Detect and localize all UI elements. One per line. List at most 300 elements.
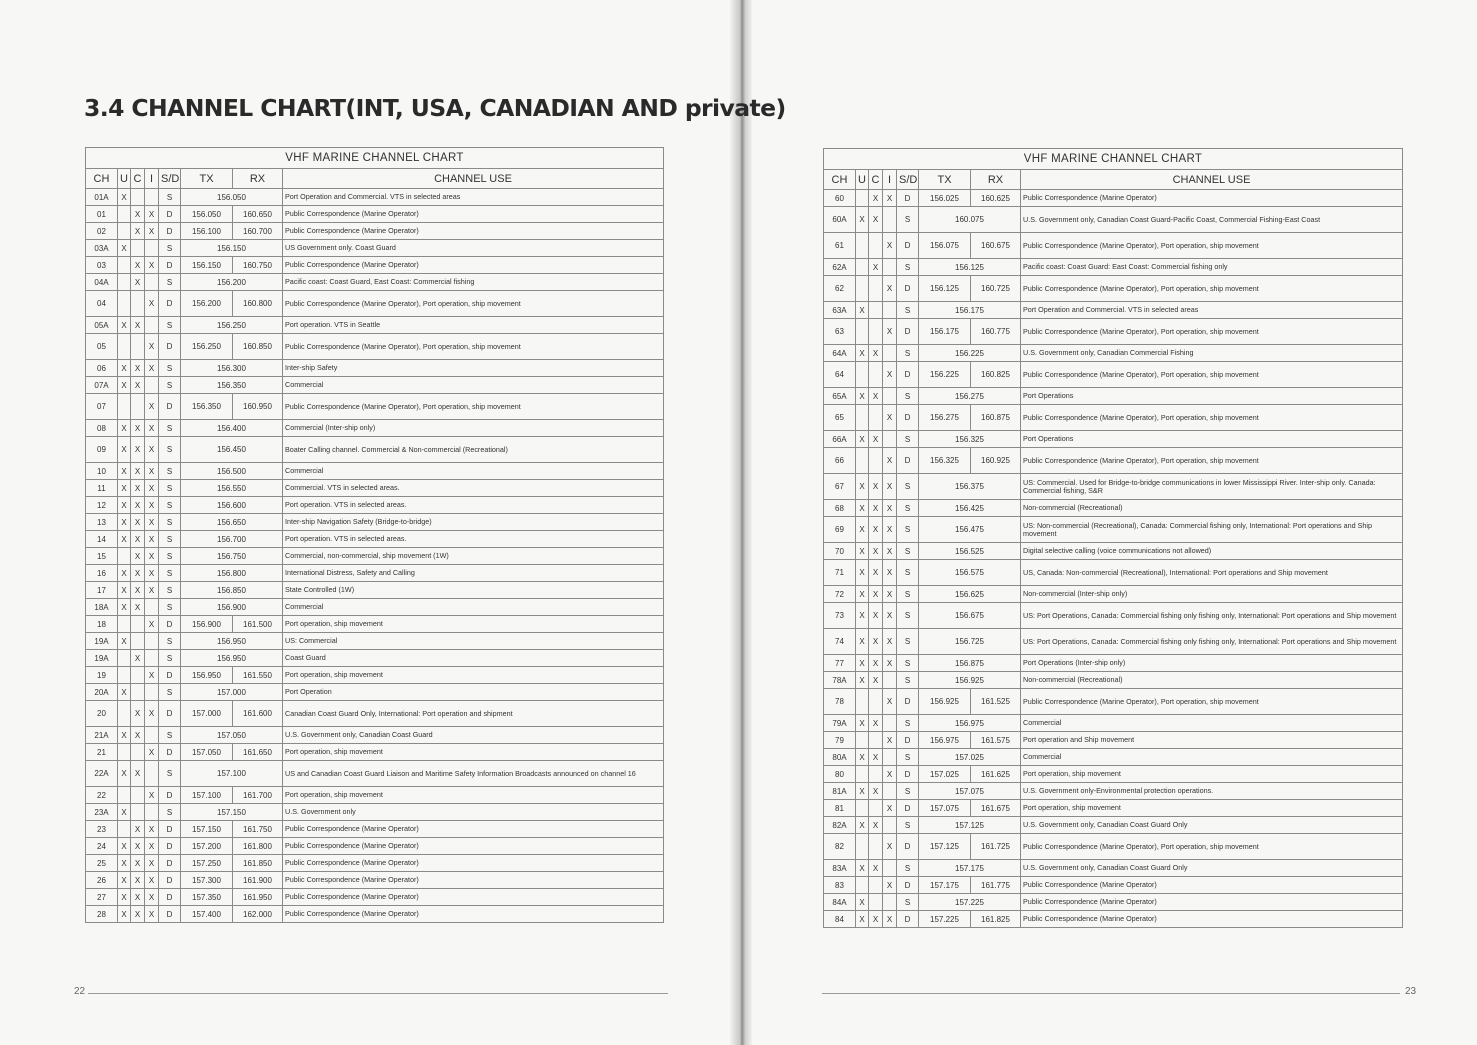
cell-channel: 25 [86, 855, 118, 872]
cell-usa: X [118, 420, 131, 437]
cell-simplex-duplex: D [159, 291, 181, 317]
cell-intl [145, 317, 159, 334]
cell-channel: 01A [86, 189, 118, 206]
cell-rx-frequency: 161.625 [971, 766, 1021, 783]
cell-channel-use: U.S. Government only, Canadian Coast Guard [283, 727, 664, 744]
cell-simplex-duplex: S [159, 360, 181, 377]
cell-simplex-duplex: S [159, 548, 181, 565]
table-row [824, 715, 1403, 732]
cell-simplex-frequency: 157.125 [919, 817, 1021, 834]
cell-channel-use: Non-commercial (Recreational) [1021, 500, 1403, 517]
cell-rx-frequency: 160.650 [233, 206, 283, 223]
cell-channel-use: US: Port Operations, Canada: Commercial fishing only fishing only, International: Port operations and Ship movement [1021, 603, 1403, 629]
cell-channel-use: Port operation. VTS in selected areas. [283, 497, 664, 514]
cell-simplex-duplex: S [897, 543, 919, 560]
cell-intl [883, 715, 897, 732]
cell-intl [145, 377, 159, 394]
cell-channel: 17 [86, 582, 118, 599]
cell-tx-frequency: 156.250 [181, 334, 233, 360]
cell-usa [118, 274, 131, 291]
cell-intl [883, 749, 897, 766]
cell-usa: X [856, 672, 869, 689]
cell-channel-use: Port Operations [1021, 431, 1403, 448]
cell-channel: 80A [824, 749, 856, 766]
cell-intl: X [883, 560, 897, 586]
cell-simplex-frequency: 157.050 [181, 727, 283, 744]
cell-simplex-duplex: S [897, 672, 919, 689]
cell-canada: X [131, 497, 145, 514]
cell-usa: X [118, 463, 131, 480]
cell-canada: X [869, 560, 883, 586]
table-row [824, 500, 1403, 517]
cell-simplex-duplex: S [159, 497, 181, 514]
cell-simplex-frequency: 157.175 [919, 860, 1021, 877]
cell-canada: X [131, 872, 145, 889]
table-row [824, 894, 1403, 911]
cell-channel-use: Public Correspondence (Marine Operator) [1021, 894, 1403, 911]
cell-simplex-duplex: S [897, 517, 919, 543]
cell-intl: X [883, 448, 897, 474]
cell-canada [131, 394, 145, 420]
col-tx-header: TX [181, 169, 233, 189]
cell-channel-use: U.S. Government only, Canadian Coast Guard Only [1021, 860, 1403, 877]
cell-canada: X [131, 821, 145, 838]
table-row [86, 821, 664, 838]
cell-usa: X [856, 655, 869, 672]
table-row [824, 388, 1403, 405]
cell-rx-frequency: 161.900 [233, 872, 283, 889]
cell-channel: 05 [86, 334, 118, 360]
cell-tx-frequency: 157.200 [181, 838, 233, 855]
cell-canada: X [869, 629, 883, 655]
cell-usa: X [856, 860, 869, 877]
cell-simplex-frequency: 156.700 [181, 531, 283, 548]
cell-rx-frequency: 161.800 [233, 838, 283, 855]
cell-intl: X [145, 582, 159, 599]
cell-channel: 77 [824, 655, 856, 672]
cell-intl: X [145, 480, 159, 497]
cell-rx-frequency: 161.650 [233, 744, 283, 761]
cell-rx-frequency: 161.700 [233, 787, 283, 804]
cell-usa [856, 319, 869, 345]
table-row [824, 543, 1403, 560]
cell-intl [145, 633, 159, 650]
cell-canada: X [131, 548, 145, 565]
cell-channel: 19 [86, 667, 118, 684]
cell-usa [856, 834, 869, 860]
cell-intl: X [145, 787, 159, 804]
col-tx-header: TX [919, 170, 971, 190]
cell-channel: 71 [824, 560, 856, 586]
cell-channel: 20 [86, 701, 118, 727]
cell-rx-frequency: 161.525 [971, 689, 1021, 715]
cell-intl [883, 894, 897, 911]
table-row [86, 889, 664, 906]
cell-usa [856, 233, 869, 259]
cell-simplex-duplex: D [159, 667, 181, 684]
cell-usa [118, 667, 131, 684]
chart-heading: VHF MARINE CHANNEL CHART [824, 149, 1403, 170]
cell-simplex-duplex: S [159, 480, 181, 497]
cell-simplex-frequency: 156.250 [181, 317, 283, 334]
cell-channel: 82 [824, 834, 856, 860]
cell-usa: X [856, 302, 869, 319]
cell-simplex-duplex: S [897, 860, 919, 877]
cell-intl [145, 761, 159, 787]
cell-rx-frequency: 161.500 [233, 616, 283, 633]
cell-rx-frequency: 160.925 [971, 448, 1021, 474]
cell-usa: X [118, 565, 131, 582]
cell-canada [869, 362, 883, 388]
cell-intl: X [883, 800, 897, 817]
cell-intl: X [883, 474, 897, 500]
cell-channel: 64 [824, 362, 856, 388]
cell-channel: 15 [86, 548, 118, 565]
cell-tx-frequency: 157.075 [919, 800, 971, 817]
cell-canada: X [869, 655, 883, 672]
cell-intl: X [883, 500, 897, 517]
col-use-header: CHANNEL USE [283, 169, 664, 189]
cell-usa [118, 701, 131, 727]
cell-simplex-duplex: D [897, 190, 919, 207]
cell-simplex-duplex: D [159, 872, 181, 889]
cell-rx-frequency: 160.725 [971, 276, 1021, 302]
cell-simplex-duplex: S [897, 207, 919, 233]
cell-channel: 04A [86, 274, 118, 291]
cell-simplex-frequency: 156.450 [181, 437, 283, 463]
cell-tx-frequency: 156.125 [919, 276, 971, 302]
cell-simplex-duplex: D [159, 838, 181, 855]
cell-canada: X [869, 207, 883, 233]
cell-simplex-frequency: 156.225 [919, 345, 1021, 362]
cell-simplex-duplex: S [897, 894, 919, 911]
book-gutter [730, 0, 752, 1045]
cell-rx-frequency: 161.725 [971, 834, 1021, 860]
cell-canada [869, 766, 883, 783]
cell-simplex-frequency: 156.600 [181, 497, 283, 514]
cell-intl: X [883, 276, 897, 302]
cell-intl [883, 431, 897, 448]
cell-channel: 11 [86, 480, 118, 497]
cell-channel: 04 [86, 291, 118, 317]
cell-channel: 83A [824, 860, 856, 877]
cell-canada: X [131, 377, 145, 394]
cell-simplex-frequency: 156.150 [181, 240, 283, 257]
cell-usa: X [856, 629, 869, 655]
cell-canada: X [869, 860, 883, 877]
table-row [86, 394, 664, 420]
cell-channel-use: Port Operations (Inter-ship only) [1021, 655, 1403, 672]
cell-channel: 66 [824, 448, 856, 474]
cell-channel: 10 [86, 463, 118, 480]
cell-channel-use: Public Correspondence (Marine Operator), Port operation, ship movement [1021, 405, 1403, 431]
table-row [824, 603, 1403, 629]
cell-channel-use: Port Operations [1021, 388, 1403, 405]
cell-intl: X [883, 689, 897, 715]
cell-canada: X [131, 855, 145, 872]
cell-channel: 26 [86, 872, 118, 889]
cell-channel: 28 [86, 906, 118, 923]
cell-rx-frequency: 160.675 [971, 233, 1021, 259]
cell-channel: 69 [824, 517, 856, 543]
table-row [86, 206, 664, 223]
cell-usa: X [118, 599, 131, 616]
cell-usa: X [856, 586, 869, 603]
cell-simplex-frequency: 156.650 [181, 514, 283, 531]
table-row [86, 240, 664, 257]
cell-intl [145, 189, 159, 206]
cell-channel-use: Port operation, ship movement [283, 787, 664, 804]
cell-simplex-duplex: S [159, 274, 181, 291]
cell-simplex-duplex: S [159, 463, 181, 480]
table-row [86, 684, 664, 701]
cell-channel-use: Public Correspondence (Marine Operator), Port operation, ship movement [283, 394, 664, 420]
cell-intl [145, 804, 159, 821]
col-ch-header: CH [86, 169, 118, 189]
cell-simplex-duplex: D [159, 616, 181, 633]
cell-channel: 60 [824, 190, 856, 207]
cell-channel-use: Port Operation and Commercial. VTS in selected areas [1021, 302, 1403, 319]
cell-simplex-frequency: 156.875 [919, 655, 1021, 672]
cell-simplex-frequency: 156.950 [181, 633, 283, 650]
cell-tx-frequency: 157.150 [181, 821, 233, 838]
cell-channel-use: Port Operation and Commercial. VTS in selected areas [283, 189, 664, 206]
cell-usa: X [856, 517, 869, 543]
cell-simplex-duplex: S [159, 650, 181, 667]
cell-rx-frequency: 160.875 [971, 405, 1021, 431]
cell-channel-use: US Government only. Coast Guard [283, 240, 664, 257]
cell-channel: 81A [824, 783, 856, 800]
cell-channel-use: U.S. Government only [283, 804, 664, 821]
cell-intl: X [145, 206, 159, 223]
cell-usa: X [118, 514, 131, 531]
cell-usa [118, 616, 131, 633]
cell-channel: 09 [86, 437, 118, 463]
cell-canada [131, 744, 145, 761]
table-row [86, 514, 664, 531]
cell-usa: X [856, 715, 869, 732]
cell-rx-frequency: 160.800 [233, 291, 283, 317]
cell-channel-use: Public Correspondence (Marine Operator) [283, 906, 664, 923]
cell-canada: X [131, 838, 145, 855]
col-sd-header: S/D [897, 170, 919, 190]
table-row [86, 616, 664, 633]
right-channel-chart [823, 148, 1403, 928]
cell-channel: 84 [824, 911, 856, 928]
cell-simplex-duplex: D [159, 855, 181, 872]
cell-intl: X [145, 744, 159, 761]
cell-usa [856, 766, 869, 783]
cell-tx-frequency: 157.350 [181, 889, 233, 906]
cell-simplex-duplex: D [159, 889, 181, 906]
cell-simplex-frequency: 156.900 [181, 599, 283, 616]
cell-channel-use: Public Correspondence (Marine Operator) [1021, 877, 1403, 894]
cell-usa [856, 259, 869, 276]
cell-channel-use: Public Correspondence (Marine Operator), Port operation, ship movement [283, 291, 664, 317]
cell-usa: X [856, 894, 869, 911]
cell-channel-use: Pacific coast: Coast Guard: East Coast: Commercial fishing only [1021, 259, 1403, 276]
cell-channel: 07A [86, 377, 118, 394]
table-row [86, 855, 664, 872]
cell-usa: X [118, 761, 131, 787]
cell-simplex-duplex: S [159, 727, 181, 744]
cell-intl: X [883, 233, 897, 259]
cell-simplex-duplex: S [897, 302, 919, 319]
table-row [86, 761, 664, 787]
cell-tx-frequency: 156.075 [919, 233, 971, 259]
cell-simplex-frequency: 156.425 [919, 500, 1021, 517]
cell-intl: X [883, 543, 897, 560]
table-row [86, 650, 664, 667]
cell-channel-use: Port operation, ship movement [283, 744, 664, 761]
cell-channel: 20A [86, 684, 118, 701]
cell-intl: X [145, 565, 159, 582]
cell-channel: 23A [86, 804, 118, 821]
col-rx-header: RX [233, 169, 283, 189]
cell-simplex-duplex: D [897, 877, 919, 894]
cell-simplex-frequency: 157.225 [919, 894, 1021, 911]
left-channel-chart [85, 147, 664, 923]
cell-usa [856, 732, 869, 749]
cell-channel-use: Public Correspondence (Marine Operator) [283, 872, 664, 889]
cell-simplex-frequency: 157.000 [181, 684, 283, 701]
cell-canada: X [869, 817, 883, 834]
cell-usa: X [118, 633, 131, 650]
col-sd-header: S/D [159, 169, 181, 189]
cell-simplex-frequency: 156.175 [919, 302, 1021, 319]
cell-simplex-duplex: D [897, 800, 919, 817]
table-row [824, 766, 1403, 783]
cell-simplex-duplex: D [897, 233, 919, 259]
cell-simplex-frequency: 156.350 [181, 377, 283, 394]
cell-simplex-duplex: S [897, 655, 919, 672]
cell-intl: X [145, 531, 159, 548]
cell-usa [856, 276, 869, 302]
table-row [86, 582, 664, 599]
cell-usa [118, 334, 131, 360]
cell-canada: X [131, 223, 145, 240]
table-row [824, 302, 1403, 319]
cell-canada: X [869, 190, 883, 207]
cell-channel: 73 [824, 603, 856, 629]
cell-usa: X [118, 906, 131, 923]
cell-simplex-duplex: S [159, 761, 181, 787]
cell-usa: X [118, 872, 131, 889]
cell-simplex-duplex: S [897, 259, 919, 276]
cell-canada: X [131, 360, 145, 377]
cell-usa: X [118, 889, 131, 906]
table-row [86, 906, 664, 923]
cell-tx-frequency: 157.225 [919, 911, 971, 928]
cell-simplex-duplex: D [159, 206, 181, 223]
cell-usa: X [118, 804, 131, 821]
table-row [824, 517, 1403, 543]
cell-usa: X [856, 500, 869, 517]
footer-rule-right [822, 993, 1400, 994]
cell-channel-use: Port Operation [283, 684, 664, 701]
cell-simplex-frequency: 156.300 [181, 360, 283, 377]
cell-simplex-frequency: 160.075 [919, 207, 1021, 233]
cell-channel-use: Commercial (Inter-ship only) [283, 420, 664, 437]
cell-simplex-duplex: D [159, 906, 181, 923]
cell-tx-frequency: 156.900 [181, 616, 233, 633]
cell-channel-use: Commercial [283, 599, 664, 616]
cell-usa: X [856, 817, 869, 834]
cell-usa: X [856, 543, 869, 560]
cell-simplex-frequency: 156.475 [919, 517, 1021, 543]
cell-intl: X [145, 701, 159, 727]
cell-channel-use: Public Correspondence (Marine Operator) [283, 889, 664, 906]
cell-simplex-duplex: S [159, 531, 181, 548]
cell-canada: X [131, 889, 145, 906]
table-row [86, 377, 664, 394]
cell-canada: X [869, 672, 883, 689]
cell-intl: X [145, 889, 159, 906]
cell-channel-use: Commercial. VTS in selected areas. [283, 480, 664, 497]
cell-channel: 13 [86, 514, 118, 531]
cell-simplex-frequency: 156.125 [919, 259, 1021, 276]
cell-canada: X [131, 531, 145, 548]
cell-intl: X [145, 616, 159, 633]
cell-channel: 02 [86, 223, 118, 240]
cell-channel-use: Coast Guard [283, 650, 664, 667]
cell-simplex-duplex: S [159, 804, 181, 821]
cell-channel: 18 [86, 616, 118, 633]
table-row [86, 531, 664, 548]
cell-intl: X [145, 437, 159, 463]
cell-simplex-duplex: D [159, 787, 181, 804]
cell-channel-use: Public Correspondence (Marine Operator) [1021, 190, 1403, 207]
cell-channel-use: Port operation, ship movement [283, 667, 664, 684]
table-row [86, 804, 664, 821]
cell-canada: X [869, 543, 883, 560]
cell-rx-frequency: 160.950 [233, 394, 283, 420]
cell-intl: X [883, 586, 897, 603]
page-number-left: 22 [74, 986, 86, 997]
cell-canada [869, 302, 883, 319]
cell-intl: X [883, 766, 897, 783]
cell-usa [118, 548, 131, 565]
cell-simplex-duplex: S [159, 240, 181, 257]
cell-intl: X [145, 420, 159, 437]
cell-canada: X [131, 599, 145, 616]
table-row [824, 911, 1403, 928]
cell-channel: 14 [86, 531, 118, 548]
col-u-header: U [118, 169, 131, 189]
cell-channel-use: Port operation. VTS in Seattle [283, 317, 664, 334]
table-row [86, 223, 664, 240]
cell-simplex-duplex: S [897, 586, 919, 603]
cell-usa [118, 787, 131, 804]
table-row [86, 334, 664, 360]
cell-channel-use: International Distress, Safety and Calling [283, 565, 664, 582]
cell-intl: X [145, 872, 159, 889]
page-number-right: 23 [1405, 986, 1417, 997]
cell-channel-use: Public Correspondence (Marine Operator), Port operation, ship movement [1021, 689, 1403, 715]
cell-simplex-duplex: S [897, 629, 919, 655]
cell-simplex-duplex: D [159, 223, 181, 240]
cell-channel-use: Pacific coast: Coast Guard, East Coast: Commercial fishing [283, 274, 664, 291]
cell-channel: 74 [824, 629, 856, 655]
cell-channel: 65 [824, 405, 856, 431]
table-row [824, 431, 1403, 448]
cell-simplex-frequency: 156.275 [919, 388, 1021, 405]
cell-channel: 68 [824, 500, 856, 517]
cell-channel: 16 [86, 565, 118, 582]
cell-simplex-duplex: S [897, 715, 919, 732]
cell-channel: 79 [824, 732, 856, 749]
cell-simplex-duplex: D [159, 701, 181, 727]
